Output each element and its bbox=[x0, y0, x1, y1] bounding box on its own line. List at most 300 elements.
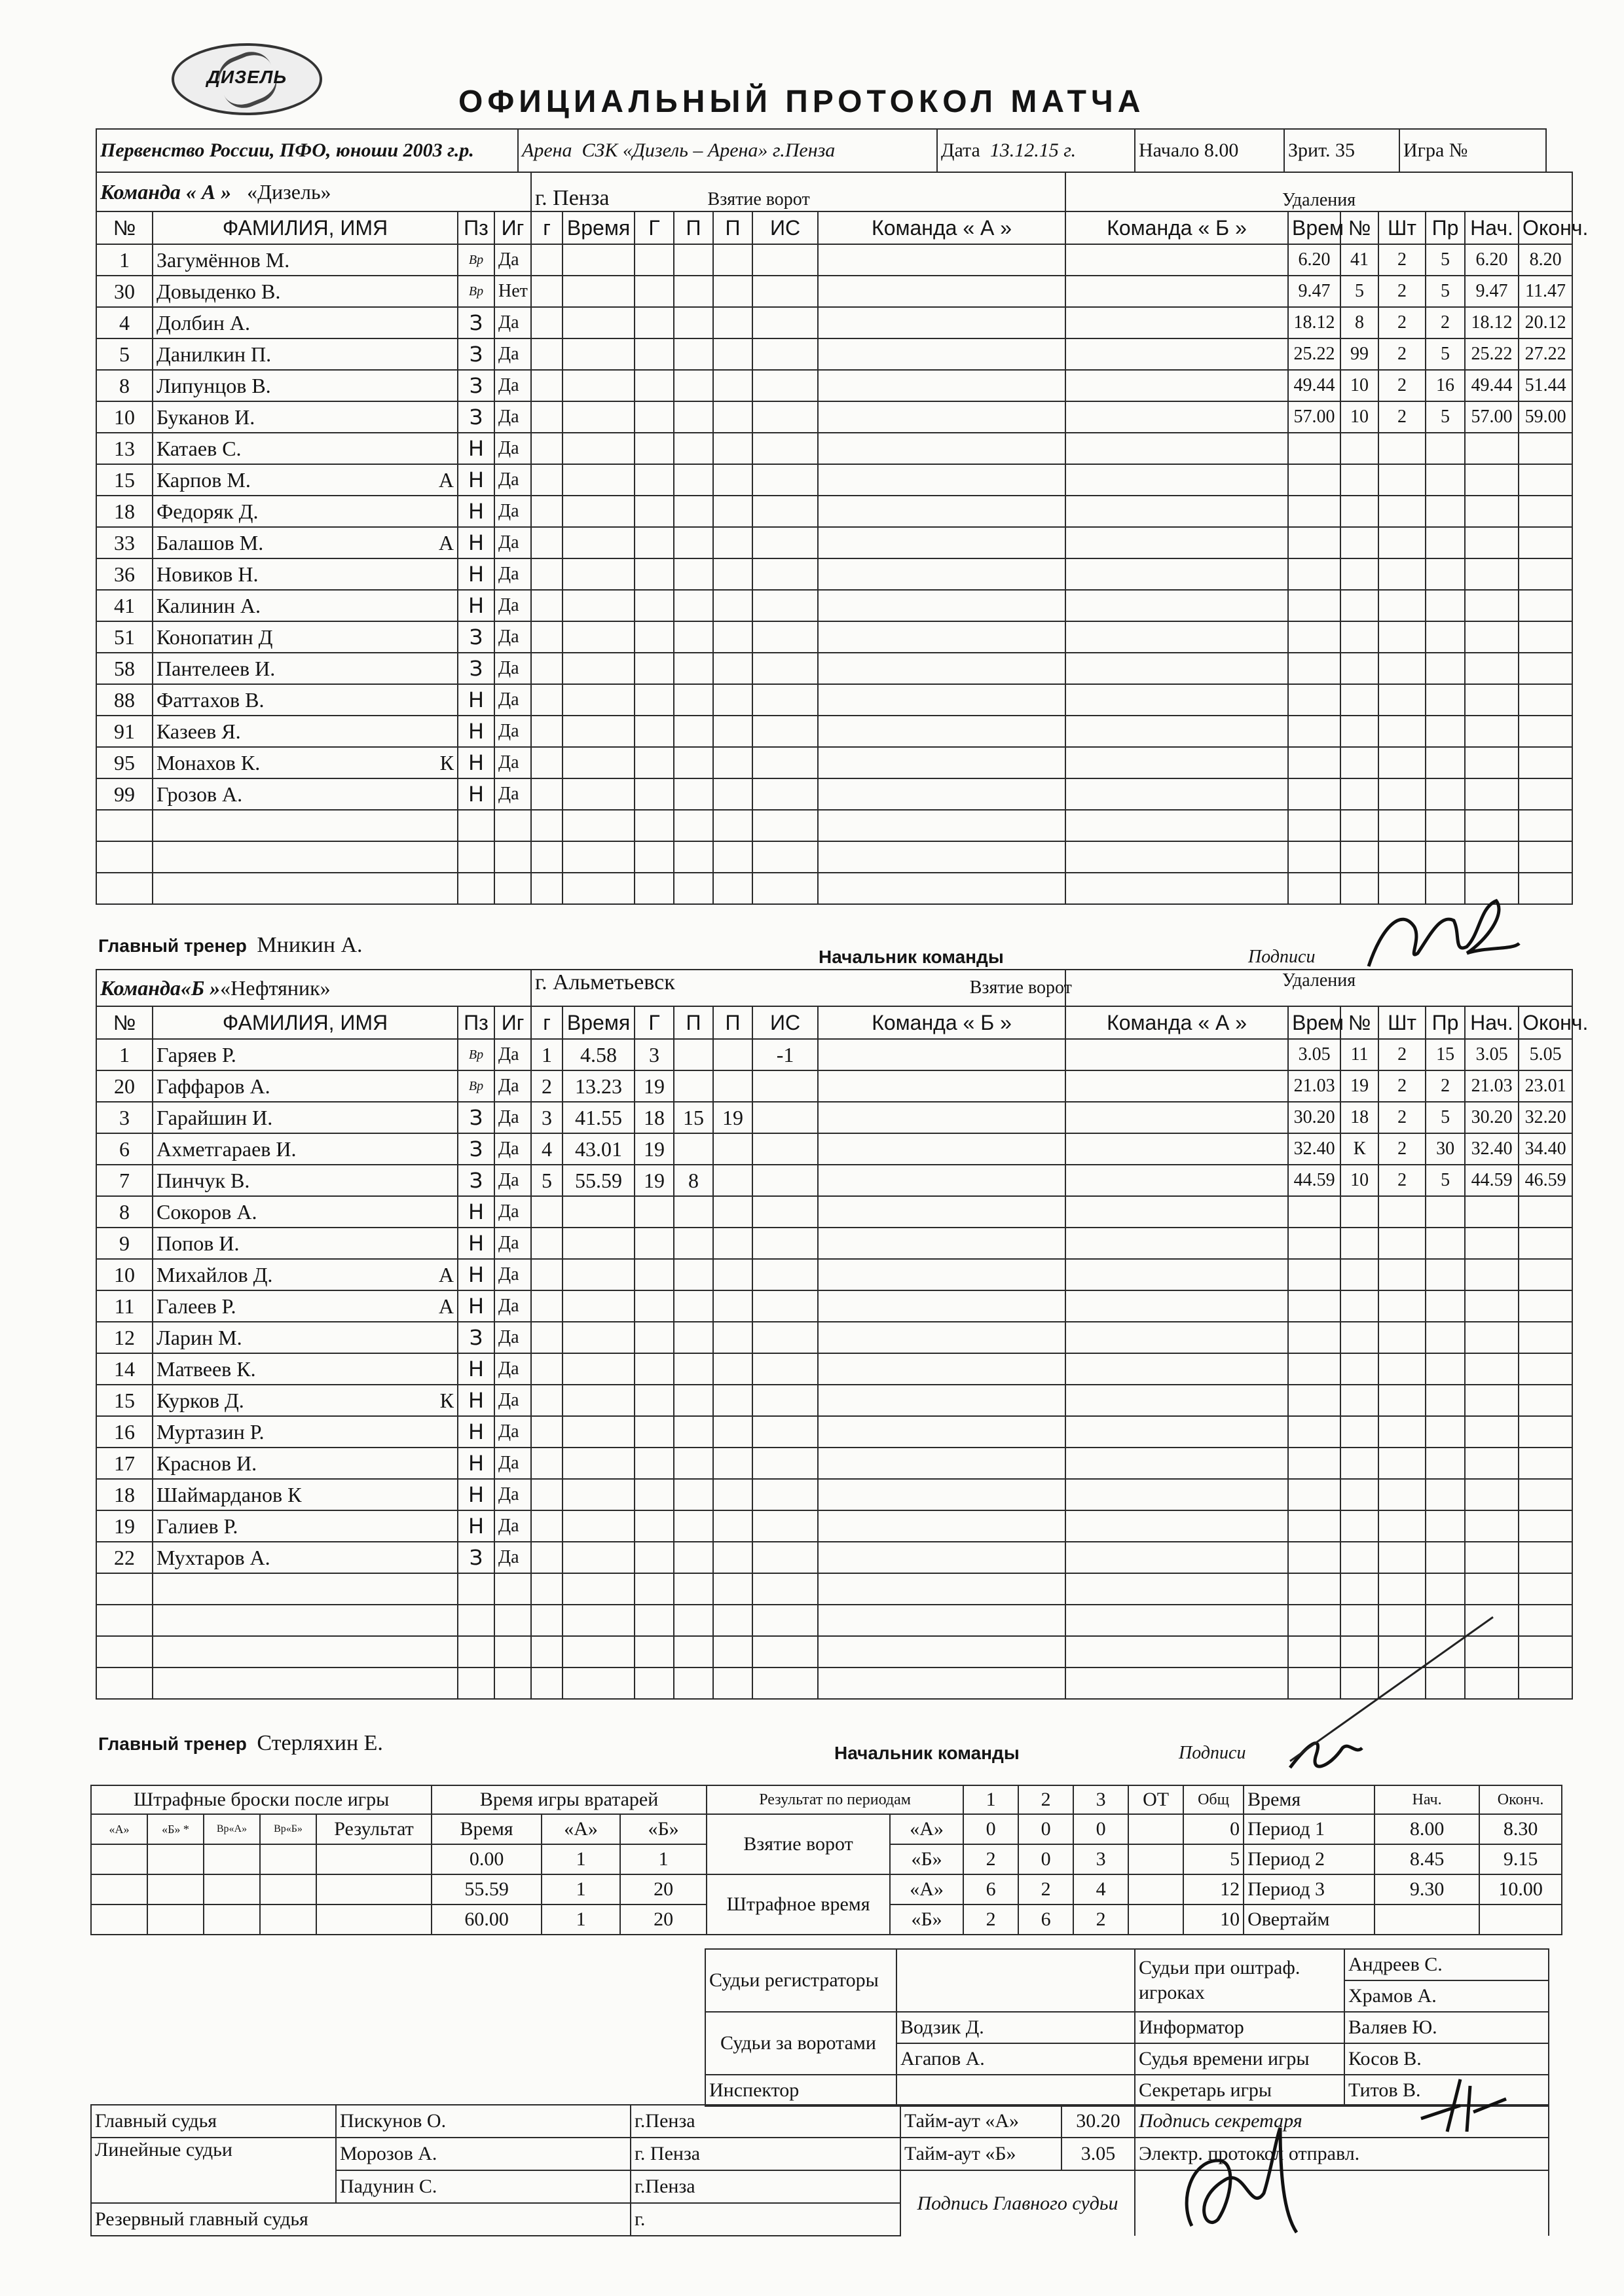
penalty-no: К bbox=[1340, 1133, 1378, 1165]
gk-row-3-a: 1 bbox=[542, 1904, 620, 1935]
captain-mark: А bbox=[438, 1294, 454, 1318]
team-a-col-g: Г bbox=[635, 211, 674, 244]
goal-opp-strength bbox=[1065, 810, 1288, 841]
goals-a-p1: 0 bbox=[963, 1814, 1018, 1844]
team-b-player-row bbox=[96, 1385, 1572, 1416]
goal-g bbox=[635, 558, 674, 590]
player-name-cell bbox=[153, 1448, 458, 1479]
captain-mark: К bbox=[439, 750, 454, 774]
goal-opp-strength bbox=[1065, 1479, 1288, 1510]
goal-opp-strength bbox=[1065, 496, 1288, 527]
penalty-code bbox=[1426, 1385, 1465, 1416]
player-number: 36 bbox=[96, 558, 153, 590]
time-row-ot-start bbox=[1375, 1904, 1479, 1935]
goal-p2 bbox=[713, 621, 752, 653]
penalty-start: 32.40 bbox=[1465, 1133, 1519, 1165]
penalty-start bbox=[1465, 590, 1519, 621]
penalty-time bbox=[1288, 1228, 1340, 1259]
goal-g bbox=[635, 1573, 674, 1605]
goal-opp-strength bbox=[1065, 338, 1288, 370]
penalty-min bbox=[1378, 1259, 1426, 1290]
goal-g bbox=[635, 684, 674, 716]
goal-p2 bbox=[713, 1667, 752, 1699]
penalty-no: 19 bbox=[1340, 1070, 1378, 1102]
goal-p2 bbox=[713, 590, 752, 621]
player-number: 58 bbox=[96, 653, 153, 684]
goal-n bbox=[531, 370, 563, 401]
penalty-no bbox=[1340, 1385, 1378, 1416]
penalty-no: 5 bbox=[1340, 276, 1378, 307]
player-position: З bbox=[458, 621, 494, 653]
player-name-cell bbox=[153, 276, 458, 307]
penalty-end bbox=[1519, 684, 1572, 716]
penalty-min bbox=[1378, 1228, 1426, 1259]
team-a-col-goals-own: Команда « А » bbox=[818, 211, 1065, 244]
penalty-no bbox=[1340, 841, 1378, 873]
player-number bbox=[96, 1636, 153, 1667]
referee-sign-label: Подпись Главного судьи bbox=[900, 2170, 1135, 2236]
player-name: Сокоров А. bbox=[157, 1199, 257, 1224]
goals-b-p1: 2 bbox=[963, 1844, 1018, 1874]
player-played: Да bbox=[494, 1039, 531, 1070]
team-a-player-row bbox=[96, 527, 1572, 558]
player-position: Н bbox=[458, 1290, 494, 1322]
player-name-cell bbox=[153, 1259, 458, 1290]
penalty-min bbox=[1378, 1196, 1426, 1228]
timeout-b-label: Тайм-аут «Б» bbox=[900, 2138, 1061, 2170]
goal-own-strength bbox=[818, 1479, 1065, 1510]
goal-is bbox=[752, 873, 818, 904]
goal-judges-label: Судьи за воротами bbox=[705, 2012, 896, 2075]
goal-is bbox=[752, 527, 818, 558]
player-number: 15 bbox=[96, 464, 153, 496]
goal-time bbox=[563, 433, 635, 464]
penalty-time: 44.59 bbox=[1288, 1165, 1340, 1196]
player-played: Да bbox=[494, 1322, 531, 1353]
pim-b-p3: 2 bbox=[1073, 1904, 1128, 1935]
goal-g bbox=[635, 338, 674, 370]
player-name-cell bbox=[153, 1667, 458, 1699]
player-played: Да bbox=[494, 1448, 531, 1479]
team-b-player-row bbox=[96, 1322, 1572, 1353]
penalty-time bbox=[1288, 873, 1340, 904]
penalty-min: 2 bbox=[1378, 276, 1426, 307]
penalty-code bbox=[1426, 1259, 1465, 1290]
goal-p2 bbox=[713, 464, 752, 496]
goal-is bbox=[752, 1228, 818, 1259]
player-name: Галиев Р. bbox=[157, 1514, 238, 1538]
inspector bbox=[896, 2075, 1135, 2106]
player-name-cell bbox=[153, 1102, 458, 1133]
goal-time bbox=[563, 1605, 635, 1636]
goal-g bbox=[635, 1322, 674, 1353]
goal-p1 bbox=[674, 1196, 713, 1228]
penalty-min bbox=[1378, 653, 1426, 684]
goal-n: 2 bbox=[531, 1070, 563, 1102]
player-played: Да bbox=[494, 621, 531, 653]
player-played: Да bbox=[494, 1102, 531, 1133]
secretary-label: Секретарь игры bbox=[1135, 2075, 1344, 2106]
timekeeper: Косов В. bbox=[1344, 2043, 1549, 2075]
team-a-col-time: Время bbox=[563, 211, 635, 244]
player-name-cell bbox=[153, 1573, 458, 1605]
goal-n: 3 bbox=[531, 1102, 563, 1133]
goal-time bbox=[563, 1667, 635, 1699]
goal-g bbox=[635, 1479, 674, 1510]
team-a-col-pen_start: Нач. bbox=[1465, 211, 1519, 244]
team-b-player-row bbox=[96, 1102, 1572, 1133]
penalty-end bbox=[1519, 778, 1572, 810]
goal-n bbox=[531, 810, 563, 841]
player-name-cell bbox=[153, 653, 458, 684]
penalty-no: 10 bbox=[1340, 401, 1378, 433]
goal-time bbox=[563, 276, 635, 307]
goal-is bbox=[752, 401, 818, 433]
goal-is bbox=[752, 621, 818, 653]
team-a-player-row bbox=[96, 810, 1572, 841]
team-a-player-row bbox=[96, 841, 1572, 873]
player-name-cell bbox=[153, 307, 458, 338]
player-name-cell bbox=[153, 1385, 458, 1416]
player-number bbox=[96, 1605, 153, 1636]
player-name: Попов И. bbox=[157, 1231, 240, 1255]
player-name-cell bbox=[153, 464, 458, 496]
goal-n bbox=[531, 433, 563, 464]
penalty-no: 10 bbox=[1340, 370, 1378, 401]
goal-time bbox=[563, 873, 635, 904]
player-position: Н bbox=[458, 1259, 494, 1290]
team-b-col-goals-opp: Команда « А » bbox=[1065, 1006, 1288, 1039]
penalty-code bbox=[1426, 716, 1465, 747]
team-a-col-pen_code: Пр bbox=[1426, 211, 1465, 244]
penalty-time: 3.05 bbox=[1288, 1039, 1340, 1070]
player-name: Галеев Р. bbox=[157, 1294, 236, 1318]
goal-own-strength bbox=[818, 558, 1065, 590]
goal-opp-strength bbox=[1065, 1070, 1288, 1102]
penalty-code bbox=[1426, 841, 1465, 873]
penalty-no bbox=[1340, 433, 1378, 464]
goal-g bbox=[635, 496, 674, 527]
penalty-end bbox=[1519, 653, 1572, 684]
summary-table bbox=[90, 1785, 1562, 1935]
player-number: 8 bbox=[96, 370, 153, 401]
team-b-coach: Главный тренер Стерляхин Е. bbox=[98, 1731, 383, 1755]
team-b-col-g: Г bbox=[635, 1006, 674, 1039]
player-position: Н bbox=[458, 747, 494, 778]
penalty-no bbox=[1340, 621, 1378, 653]
goal-opp-strength bbox=[1065, 590, 1288, 621]
goal-own-strength bbox=[818, 778, 1065, 810]
penalty-start: 57.00 bbox=[1465, 401, 1519, 433]
goal-opp-strength bbox=[1065, 1542, 1288, 1573]
goal-time bbox=[563, 527, 635, 558]
player-played: Да bbox=[494, 1196, 531, 1228]
penalty-end bbox=[1519, 1290, 1572, 1322]
goal-time: 4.58 bbox=[563, 1039, 635, 1070]
goal-p1: 15 bbox=[674, 1102, 713, 1133]
penalty-no bbox=[1340, 1416, 1378, 1448]
penalty-start bbox=[1465, 778, 1519, 810]
goal-is bbox=[752, 433, 818, 464]
goal-own-strength bbox=[818, 1196, 1065, 1228]
player-name-cell bbox=[153, 558, 458, 590]
team-a-col-pen_end: Оконч. bbox=[1519, 211, 1572, 244]
penalty-code: 5 bbox=[1426, 401, 1465, 433]
player-name: Буканов И. bbox=[157, 405, 255, 429]
player-played: Да bbox=[494, 1385, 531, 1416]
goal-is bbox=[752, 1102, 818, 1133]
secretary: Титов В. bbox=[1344, 2075, 1549, 2106]
player-position: З bbox=[458, 1102, 494, 1133]
goal-is bbox=[752, 653, 818, 684]
goal-is bbox=[752, 1070, 818, 1102]
player-name: Довыденко В. bbox=[157, 279, 281, 303]
player-number: 5 bbox=[96, 338, 153, 370]
player-number: 41 bbox=[96, 590, 153, 621]
player-number: 51 bbox=[96, 621, 153, 653]
player-number: 10 bbox=[96, 1259, 153, 1290]
player-position: Вр bbox=[458, 1070, 494, 1102]
goals-team-b: «Б» bbox=[890, 1844, 963, 1874]
time-row-2-end: 9.15 bbox=[1479, 1844, 1562, 1874]
goal-n bbox=[531, 716, 563, 747]
goal-own-strength bbox=[818, 433, 1065, 464]
goal-opp-strength bbox=[1065, 778, 1288, 810]
penalty-time bbox=[1288, 464, 1340, 496]
goal-p2 bbox=[713, 1605, 752, 1636]
date-cell: Дата 13.12.15 г. bbox=[937, 129, 1135, 172]
goal-time bbox=[563, 684, 635, 716]
penalty-start: 6.20 bbox=[1465, 244, 1519, 276]
e-protocol-label: Электр. протокол отправл. bbox=[1135, 2138, 1549, 2170]
penalty-no bbox=[1340, 558, 1378, 590]
goal-p1 bbox=[674, 1479, 713, 1510]
penalty-min: 2 bbox=[1378, 307, 1426, 338]
captain-mark: А bbox=[438, 530, 454, 555]
player-number: 6 bbox=[96, 1133, 153, 1165]
penalty-end bbox=[1519, 1573, 1572, 1605]
player-played bbox=[494, 1573, 531, 1605]
goal-p1 bbox=[674, 558, 713, 590]
player-position: Н bbox=[458, 684, 494, 716]
goal-n bbox=[531, 1196, 563, 1228]
player-name: Конопатин Д bbox=[157, 625, 273, 649]
goal-opp-strength bbox=[1065, 841, 1288, 873]
penalty-time bbox=[1288, 1385, 1340, 1416]
goal-own-strength bbox=[818, 244, 1065, 276]
goal-time bbox=[563, 1479, 635, 1510]
goal-is: -1 bbox=[752, 1039, 818, 1070]
goals-b-p3: 3 bbox=[1073, 1844, 1128, 1874]
penalty-end bbox=[1519, 464, 1572, 496]
penalty-end bbox=[1519, 433, 1572, 464]
goal-own-strength bbox=[818, 1542, 1065, 1573]
goal-n bbox=[531, 1667, 563, 1699]
penalty-no bbox=[1340, 1322, 1378, 1353]
shootout-title: Штрафные броски после игры bbox=[91, 1785, 432, 1814]
penalty-end: 5.05 bbox=[1519, 1039, 1572, 1070]
pim-b-p1: 2 bbox=[963, 1904, 1018, 1935]
penalty-min bbox=[1378, 716, 1426, 747]
player-played: Да bbox=[494, 1259, 531, 1290]
penalty-no bbox=[1340, 1196, 1378, 1228]
goal-time bbox=[563, 1322, 635, 1353]
player-name-cell bbox=[153, 1542, 458, 1573]
goal-g bbox=[635, 1416, 674, 1448]
goal-g bbox=[635, 1385, 674, 1416]
goal-g bbox=[635, 841, 674, 873]
goal-time bbox=[563, 1228, 635, 1259]
penalty-code bbox=[1426, 1448, 1465, 1479]
period-col-ot: ОТ bbox=[1128, 1785, 1183, 1814]
player-name: Пинчук В. bbox=[157, 1168, 250, 1192]
team-a-player-row bbox=[96, 401, 1572, 433]
period-col-2: 2 bbox=[1018, 1785, 1073, 1814]
player-name-cell bbox=[153, 1479, 458, 1510]
team-b-player-row bbox=[96, 1259, 1572, 1290]
penalty-min bbox=[1378, 558, 1426, 590]
player-played: Да bbox=[494, 590, 531, 621]
goal-opp-strength bbox=[1065, 276, 1288, 307]
player-played: Да bbox=[494, 653, 531, 684]
player-number: 9 bbox=[96, 1228, 153, 1259]
player-played: Да bbox=[494, 747, 531, 778]
player-played bbox=[494, 873, 531, 904]
goal-opp-strength bbox=[1065, 1605, 1288, 1636]
penalty-no: 41 bbox=[1340, 244, 1378, 276]
penalty-code: 5 bbox=[1426, 244, 1465, 276]
goal-own-strength bbox=[818, 1385, 1065, 1416]
player-name-cell bbox=[153, 1322, 458, 1353]
period-col-1: 1 bbox=[963, 1785, 1018, 1814]
period-col-total: Общ bbox=[1183, 1785, 1244, 1814]
goal-is bbox=[752, 1353, 818, 1385]
goal-n bbox=[531, 1385, 563, 1416]
goal-own-strength bbox=[818, 527, 1065, 558]
penalty-code bbox=[1426, 1196, 1465, 1228]
reserve-referee-city: г. bbox=[631, 2203, 900, 2236]
captain-mark: К bbox=[439, 1388, 454, 1412]
goal-g: 19 bbox=[635, 1165, 674, 1196]
goal-n bbox=[531, 590, 563, 621]
goal-opp-strength bbox=[1065, 307, 1288, 338]
goals-b-ot bbox=[1128, 1844, 1183, 1874]
goal-time bbox=[563, 1259, 635, 1290]
goal-opp-strength bbox=[1065, 1290, 1288, 1322]
goal-p1 bbox=[674, 1290, 713, 1322]
goal-n bbox=[531, 1259, 563, 1290]
goal-is bbox=[752, 1259, 818, 1290]
goal-own-strength bbox=[818, 496, 1065, 527]
team-a-col-pen_no: № bbox=[1340, 211, 1378, 244]
penalty-no bbox=[1340, 747, 1378, 778]
timeout-a: 30.20 bbox=[1061, 2105, 1135, 2138]
player-name: Долбин А. bbox=[157, 310, 251, 335]
goal-p1 bbox=[674, 527, 713, 558]
penalty-start bbox=[1465, 621, 1519, 653]
penalty-no bbox=[1340, 590, 1378, 621]
goal-n bbox=[531, 1448, 563, 1479]
goal-g bbox=[635, 1510, 674, 1542]
team-a-col-goal_no: г bbox=[531, 211, 563, 244]
goal-p1 bbox=[674, 810, 713, 841]
goalie-time-title: Время игры вратарей bbox=[432, 1785, 707, 1814]
referee: Пискунов О. bbox=[336, 2105, 631, 2138]
goal-is bbox=[752, 370, 818, 401]
goal-opp-strength bbox=[1065, 1385, 1288, 1416]
goal-is bbox=[752, 1510, 818, 1542]
penalty-start bbox=[1465, 1322, 1519, 1353]
goal-is bbox=[752, 1542, 818, 1573]
player-name-cell bbox=[153, 1416, 458, 1448]
goal-is bbox=[752, 778, 818, 810]
penalty-min bbox=[1378, 1448, 1426, 1479]
time-row-ot-end bbox=[1479, 1904, 1562, 1935]
goals-a-p3: 0 bbox=[1073, 1814, 1128, 1844]
pim-a-p3: 4 bbox=[1073, 1874, 1128, 1904]
goal-p2 bbox=[713, 1039, 752, 1070]
player-number bbox=[96, 810, 153, 841]
penalty-no bbox=[1340, 1542, 1378, 1573]
team-a-col-pen_time: Врем bbox=[1288, 211, 1340, 244]
goal-p2 bbox=[713, 1636, 752, 1667]
captain-mark: А bbox=[438, 1262, 454, 1286]
goal-g bbox=[635, 621, 674, 653]
goal-p2 bbox=[713, 244, 752, 276]
team-b-player-row bbox=[96, 1165, 1572, 1196]
goal-n bbox=[531, 464, 563, 496]
player-number: 12 bbox=[96, 1322, 153, 1353]
goal-g: 18 bbox=[635, 1102, 674, 1133]
player-name: Гаряев Р. bbox=[157, 1042, 236, 1066]
penalty-end bbox=[1519, 496, 1572, 527]
goal-opp-strength bbox=[1065, 716, 1288, 747]
goal-time: 41.55 bbox=[563, 1102, 635, 1133]
goal-p2 bbox=[713, 1165, 752, 1196]
player-position: Н bbox=[458, 558, 494, 590]
goal-g bbox=[635, 747, 674, 778]
goal-opp-strength bbox=[1065, 1573, 1288, 1605]
goal-opp-strength bbox=[1065, 1102, 1288, 1133]
goal-p2 bbox=[713, 1542, 752, 1573]
penalty-code: 5 bbox=[1426, 276, 1465, 307]
penalty-code bbox=[1426, 621, 1465, 653]
penalty-start bbox=[1465, 841, 1519, 873]
penalty-start bbox=[1465, 684, 1519, 716]
goal-n: 5 bbox=[531, 1165, 563, 1196]
player-number: 3 bbox=[96, 1102, 153, 1133]
penalty-start bbox=[1465, 1448, 1519, 1479]
player-position: Н bbox=[458, 1228, 494, 1259]
player-number: 1 bbox=[96, 1039, 153, 1070]
arena-cell: Арена СЗК «Дизель – Арена» г.Пенза bbox=[518, 129, 937, 172]
goal-time bbox=[563, 841, 635, 873]
secretary-signature bbox=[1408, 2073, 1513, 2145]
player-name-cell bbox=[153, 621, 458, 653]
goal-time bbox=[563, 1510, 635, 1542]
timekeeper-label: Судья времени игры bbox=[1135, 2043, 1344, 2075]
team-a-col-goals-opp: Команда « Б » bbox=[1065, 211, 1288, 244]
pim-b-total: 10 bbox=[1183, 1904, 1244, 1935]
goal-is bbox=[752, 276, 818, 307]
player-name-cell bbox=[153, 1510, 458, 1542]
goal-own-strength bbox=[818, 338, 1065, 370]
player-played: Да bbox=[494, 338, 531, 370]
team-b-player-row bbox=[96, 1510, 1572, 1542]
penalty-min bbox=[1378, 841, 1426, 873]
player-position: Н bbox=[458, 464, 494, 496]
player-played: Да bbox=[494, 464, 531, 496]
